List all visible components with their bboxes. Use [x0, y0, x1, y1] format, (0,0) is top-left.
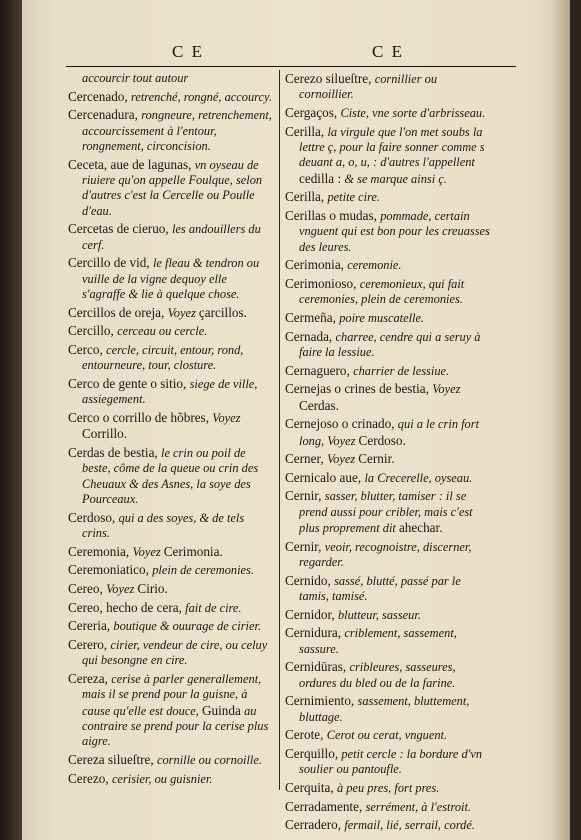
entry-headword: ahechar. [398, 520, 443, 536]
entry-definition: cerceau ou cercle. [117, 324, 208, 339]
entry-definition: criblement, sassement, sassure. [299, 626, 457, 656]
book-page [22, 0, 570, 840]
entry-headword: Guinda [201, 702, 245, 718]
dictionary-entry [285, 746, 493, 778]
dictionary-entry [285, 451, 493, 467]
dictionary-entry [68, 544, 273, 560]
entry-headword: Cerquillo, [285, 745, 342, 761]
entry-headword: Cernejas o crines de bestia, [285, 381, 433, 397]
header-rule [66, 66, 516, 67]
entry-headword: Cerdoso, [68, 509, 119, 525]
entry-headword: Ceremonia, [68, 543, 133, 559]
entry-definition: sassé, blutté, passé par le tamis, tamisé. [299, 573, 461, 604]
dictionary-entry [68, 562, 273, 578]
dictionary-entry [68, 305, 273, 321]
entry-definition: pommade, certain vnguent qui est bon pour les creuasses des leures. [299, 209, 490, 254]
entry-definition: ceremonie. [347, 258, 402, 273]
dictionary-entry [68, 71, 273, 86]
entry-definition: qui a le crin fort long, Voyez [299, 417, 480, 448]
entry-headword: Cernejoso o crinado, [285, 416, 398, 432]
entry-definition: Cerot ou cerat, vnguent. [326, 728, 448, 743]
entry-headword: Cernido, [285, 572, 335, 588]
dictionary-entry [285, 124, 493, 188]
entry-headword: Cernir, [285, 538, 325, 554]
entry-definition: Voyez [212, 411, 241, 425]
dictionary-entry [285, 381, 493, 414]
entry-headword: Cerdoso. [358, 432, 406, 448]
entry-headword: Cirio. [137, 581, 168, 596]
entry-headword: Corrillo. [82, 426, 128, 442]
dictionary-entry [285, 189, 493, 205]
dictionary-entry [285, 276, 493, 308]
dictionary-entry [68, 510, 273, 542]
entry-definition: plein de ceremonies. [152, 563, 254, 578]
dictionary-entry [285, 310, 493, 326]
dictionary-entry [285, 799, 493, 815]
entry-definition: cornillier ou cornoillier. [299, 72, 438, 102]
left-column [68, 71, 273, 789]
dictionary-entry [68, 410, 273, 443]
dictionary-entry [285, 71, 493, 103]
entry-definition: charrier de lessiue. [353, 363, 450, 378]
entry-headword: Cerilla, [285, 123, 328, 139]
dictionary-entry [285, 329, 493, 361]
running-header [22, 42, 570, 64]
entry-headword: Cerdas. [299, 397, 339, 413]
dictionary-entry [285, 416, 493, 449]
entry-definition: cornille ou cornoille. [156, 753, 262, 767]
entry-headword: çarcillos. [198, 304, 247, 320]
entry-definition: fait de cire. [185, 600, 242, 615]
entry-definition: sasser, blutter, tamiser : il se prend aussi pour cribler, mais c'est plus proprement dit [299, 489, 473, 536]
entry-headword: Cerradamente, [285, 798, 366, 814]
entry-headword: Cernidūras, [285, 659, 350, 675]
dictionary-entry [285, 607, 493, 623]
entry-headword: Cerimonioso, [285, 276, 360, 291]
column-divider [279, 70, 280, 790]
entry-definition: à peu pres, fort pres. [337, 780, 440, 795]
entry-definition: la virgule que l'on met soubs la lettre ç, pour la faire sonner comme s deuant a, o, u, : d'autres l'appellent [299, 124, 485, 170]
entry-definition: Ciste, vne sorte d'arbrisseau. [340, 106, 486, 120]
dictionary-entry [68, 89, 273, 105]
dictionary-entry [285, 539, 493, 571]
dictionary-entry [68, 376, 273, 408]
entry-definition: cirier, vendeur de cire, ou celuy qui besongne en cire. [82, 637, 268, 668]
entry-headword: Ceremoniatico, [68, 562, 153, 578]
entry-definition: fermail, lié, serrail, cordé. [344, 818, 475, 833]
entry-definition: au contraire se prend pour la cerise plus aigre. [82, 703, 269, 749]
entry-definition: le fleau & tendron ou vuille de la vigne dequoy elle s'agraffe & lie à quelque chose. [82, 256, 260, 302]
dictionary-entry [68, 600, 273, 616]
entry-headword: Cereza, [68, 670, 112, 686]
dictionary-entry [285, 257, 493, 273]
entry-headword: Cercillo, [68, 323, 118, 339]
entry-definition: Voyez [106, 582, 138, 596]
dictionary-entry [68, 618, 273, 634]
entry-definition: serrément, à l'estroit. [365, 799, 471, 814]
dictionary-entry [68, 671, 273, 750]
entry-headword: Cernada, [285, 328, 336, 344]
entry-headword: Cerimonia. [163, 543, 223, 559]
dictionary-entry [285, 363, 493, 379]
entry-headword: Cerquita, [285, 779, 338, 795]
page-edge-shadow [552, 0, 570, 840]
entry-headword: Cerco, [68, 342, 107, 357]
entry-headword: Cereza silueſtre, [68, 752, 157, 767]
entry-definition: qui a des soyes, & de tels crins. [82, 510, 245, 541]
dictionary-entry [68, 445, 273, 508]
entry-headword: Cergaços, [285, 105, 341, 120]
entry-definition: cerise à parler generallement, mais il se prend pour la guisne, à cause qu'elle est douce, [82, 671, 262, 718]
entry-definition: sassement, bluttement, bluttage. [299, 694, 470, 724]
entry-headword: Cerradero, [285, 817, 345, 833]
entry-definition: Voyez [167, 305, 199, 320]
dictionary-entry [68, 221, 273, 253]
entry-headword: Cercenado, [68, 88, 131, 104]
entry-definition: cerisier, ou guisnier. [111, 771, 213, 786]
entry-definition: cribleures, sasseures, ordures du bled ou de la farine. [299, 660, 456, 690]
right-column [285, 71, 493, 836]
entry-definition: les andouillers du cerf. [82, 222, 261, 252]
entry-headword: Cernidor, [285, 606, 338, 622]
entry-definition: petite cire. [327, 190, 381, 205]
entry-headword: Cerilla, [285, 189, 328, 205]
dictionary-entry [285, 817, 493, 833]
entry-headword: Cernimiento, [285, 693, 358, 709]
entry-definition: petit cercle : la bordure d'vn soulier ou pantoufle. [299, 746, 483, 777]
dictionary-entry [68, 581, 273, 597]
book-gutter [0, 0, 22, 840]
dictionary-entry [285, 208, 493, 255]
dictionary-entry [285, 780, 493, 796]
dictionary-entry [285, 625, 493, 657]
dictionary-entry [68, 342, 273, 374]
entry-definition: vn oyseau de riuiere qu'on appelle Foulque, selon d'autres c'est la Cercelle ou Poulle d'eau. [82, 157, 263, 218]
entry-headword: Cernir. [358, 451, 395, 467]
entry-definition: charree, cendre qui a seruy à faire la lessiue. [299, 329, 481, 359]
entry-definition: Voyez [132, 544, 164, 559]
dictionary-entry [285, 488, 493, 536]
entry-definition: blutteur, sasseur. [337, 607, 421, 622]
entry-definition: & se marque ainsi ç. [344, 171, 447, 186]
entry-headword: Cernicalo aue, [285, 469, 365, 485]
header-right: C E [372, 42, 404, 61]
entry-headword: Cerillas o mudas, [285, 208, 381, 223]
entry-definition: ceremonieux, qui fait ceremonies, plein de ceremonies. [299, 277, 465, 307]
entry-definition: la Crecerelle, oyseau. [364, 470, 473, 485]
entry-headword: Cerote, [285, 727, 327, 743]
dictionary-entry [68, 752, 273, 768]
entry-definition: boutique & ouurage de cirier. [113, 619, 262, 634]
entry-headword: cedilla : [299, 170, 345, 186]
entry-headword: Cerimonia, [285, 257, 348, 273]
entry-headword: Cerner, [285, 451, 327, 467]
dictionary-entry [68, 323, 273, 339]
entry-headword: Cereo, hecho de cera, [68, 599, 186, 615]
entry-definition: cercle, circuit, entour, rond, entourneure, tour, closture. [82, 343, 244, 373]
entry-headword: Cereo, [68, 581, 107, 596]
dictionary-entry [68, 107, 273, 154]
entry-headword: Cereria, [68, 618, 114, 634]
entry-headword: Cernidura, [285, 625, 345, 641]
entry-headword: Cerezo, [68, 770, 112, 786]
dictionary-entry [285, 573, 493, 605]
entry-headword: Cerezo silueſtre, [285, 71, 375, 86]
entry-definition: rongneure, retrenchement, accourcissement à l'entour, rongnement, circoncision. [82, 108, 272, 153]
dictionary-entry [285, 659, 493, 691]
dictionary-entry [68, 157, 273, 220]
entry-headword: Cerero, [68, 636, 111, 652]
entry-definition: retrenché, rongné, accourcy. [130, 89, 272, 104]
dictionary-entry [285, 105, 493, 121]
entry-headword: Ceceta, aue de lagunas, [68, 156, 195, 172]
entry-headword: Cercenadura, [68, 107, 142, 123]
header-left: C E [172, 42, 204, 61]
entry-headword: Cermeña, [285, 310, 340, 325]
entry-headword: Cerco o corrillo de hõbres, [68, 410, 213, 425]
dictionary-entry [68, 255, 273, 302]
entry-definition: siege de ville, assiegement. [82, 377, 258, 407]
dictionary-entry [285, 470, 493, 486]
entry-headword: Cernaguero, [285, 362, 354, 378]
dictionary-entry [68, 771, 273, 787]
dictionary-entry [68, 637, 273, 669]
dictionary-entry [285, 727, 493, 743]
entry-headword: Cercetas de cieruo, [68, 221, 172, 237]
entry-definition: poire muscatelle. [339, 311, 425, 325]
entry-definition: Voyez [326, 452, 359, 467]
dictionary-entry [285, 693, 493, 725]
entry-definition: veoir, recognoistre, discerner, regarder. [299, 539, 472, 570]
entry-definition: accourcir tout autour [82, 71, 189, 85]
entry-headword: Cercillo de vid, [68, 255, 153, 271]
entry-definition: le crin ou poil de beste, côme de la queue ou crin des Cheuaux & des Asnes, la soye des Pourceaux. [82, 446, 259, 507]
entry-headword: Cerco de gente o sitio, [68, 376, 190, 391]
entry-headword: Cerdas de bestia, [68, 445, 162, 460]
entry-definition: Voyez [432, 382, 461, 397]
entry-headword: Cernir, [285, 488, 325, 504]
entry-headword: Cercillos de oreja, [68, 304, 168, 320]
